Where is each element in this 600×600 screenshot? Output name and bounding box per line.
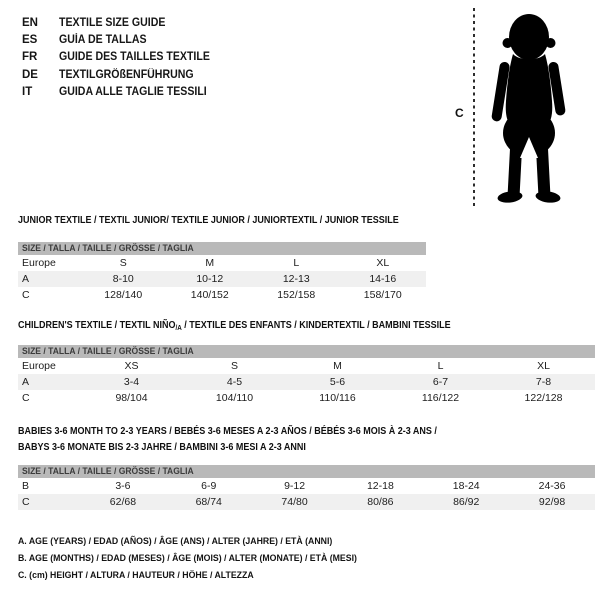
children-size-table <box>18 345 595 406</box>
babies-section-title: BABIES 3-6 MONTH TO 2-3 YEARS / BEBÉS 3-6 MESES A 2-3 AÑOS / BÉBÉS 3-6 MOIS À 2-3 ANS / BABYS 3-6 MONATE BIS 2-3 JAHRE / BAMBINI 3-6 MESI A 2-3 ANNI <box>18 426 437 453</box>
size-cell: 92/98 <box>538 496 566 508</box>
size-cell: 74/80 <box>281 496 308 508</box>
size-header-label: SIZE / TALLA / TAILLE / GRÖSSE / TAGLIA <box>22 466 194 477</box>
row-label: C <box>22 496 30 508</box>
size-cell: 152/158 <box>277 289 316 301</box>
size-cell: 128/140 <box>104 289 143 301</box>
size-header-bar <box>18 242 426 255</box>
table-row-height <box>18 390 595 406</box>
size-cell: 110/116 <box>319 392 356 404</box>
nino-a-subscript: /A <box>175 325 182 332</box>
row-label: C <box>22 289 30 301</box>
size-cell: 122/128 <box>524 392 563 404</box>
language-code: FR <box>22 51 38 64</box>
language-title: GUÍA DE TALLAS <box>59 33 147 46</box>
size-cell: M <box>333 360 342 372</box>
babies-size-table <box>18 465 595 510</box>
size-cell: 24-36 <box>538 480 566 492</box>
size-cell: XL <box>376 257 390 269</box>
height-dashed-line <box>473 8 475 206</box>
size-cell: 158/170 <box>363 289 402 301</box>
size-cell: M <box>205 257 215 269</box>
language-row-de <box>22 66 223 83</box>
table-row-age <box>18 374 595 390</box>
size-cell: 80/86 <box>367 496 394 508</box>
language-row-en <box>22 14 223 31</box>
table-row-age-months <box>18 478 595 494</box>
size-cell: 5-6 <box>329 376 346 388</box>
size-header-label: SIZE / TALLA / TAILLE / GRÖSSE / TAGLIA <box>22 243 194 254</box>
size-cell: 9-12 <box>284 480 306 492</box>
size-cell: 86/92 <box>453 496 480 508</box>
size-cell: S <box>119 257 127 269</box>
size-cell: XL <box>537 360 550 372</box>
size-cell: 68/74 <box>195 496 222 508</box>
junior-section-title: JUNIOR TEXTILE / TEXTIL JUNIOR/ TEXTILE JUNIOR / JUNIORTEXTIL / JUNIOR TESSILE <box>18 215 399 226</box>
table-row-height <box>18 494 595 510</box>
footnote-height-cm: C. (cm) HEIGHT / ALTURA / HAUTEUR / HÖHE / ALTEZZA <box>18 570 254 581</box>
row-label: A <box>22 273 30 285</box>
table-row-height <box>18 287 426 303</box>
size-cell: 3-4 <box>123 376 140 388</box>
row-label: Europe <box>22 360 56 372</box>
language-title: TEXTILE SIZE GUIDE <box>59 16 166 29</box>
language-title: TEXTILGRÖßENFÜHRUNG <box>59 68 194 81</box>
size-cell: 98/104 <box>115 392 148 404</box>
language-title: GUIDE DES TAILLES TEXTILE <box>59 51 210 64</box>
language-code: EN <box>22 16 38 29</box>
size-cell: XS <box>124 360 139 372</box>
row-label: A <box>22 376 30 388</box>
size-cell: 10-12 <box>196 273 224 285</box>
language-code: DE <box>22 68 38 81</box>
footnote-age-months: B. AGE (MONTHS) / EDAD (MESES) / ÂGE (MOIS) / ALTER (MONATE) / ETÀ (MESI) <box>18 553 357 564</box>
language-code: ES <box>22 33 38 46</box>
table-row-age <box>18 271 426 287</box>
size-header-bar <box>18 465 595 478</box>
row-label: C <box>22 392 30 404</box>
baby-silhouette <box>479 5 579 207</box>
size-cell: 18-24 <box>452 480 480 492</box>
language-title: GUIDA ALLE TAGLIE TESSILI <box>59 85 207 98</box>
children-section-title: CHILDREN'S TEXTILE / TEXTIL $NIÑO_{/A}$ / TEXTILE DES ENFANTS / KINDERTEXTIL / BAMBINI TESSILE <box>18 320 451 332</box>
size-cell: 6-9 <box>201 480 217 492</box>
size-cell: S <box>230 360 238 372</box>
table-row-europe <box>18 358 595 374</box>
size-cell: 116/122 <box>421 392 460 404</box>
size-cell: 12-13 <box>282 273 310 285</box>
size-cell: 104/110 <box>215 392 254 404</box>
language-title-block <box>22 14 223 100</box>
size-cell: 4-5 <box>226 376 243 388</box>
size-header-bar <box>18 345 595 358</box>
row-label: Europe <box>22 257 56 269</box>
size-cell: L <box>293 257 300 269</box>
size-cell: 62/68 <box>109 496 137 508</box>
size-header-label: SIZE / TALLA / TAILLE / GRÖSSE / TAGLIA <box>22 346 194 357</box>
size-cell: 3-6 <box>115 480 131 492</box>
language-row-es <box>22 31 223 48</box>
language-row-it <box>22 83 223 100</box>
size-cell: 6-7 <box>432 376 449 388</box>
table-row-europe <box>18 255 426 271</box>
size-cell: 7-8 <box>535 376 552 388</box>
size-cell: 14-16 <box>369 273 397 285</box>
junior-size-table <box>18 242 426 303</box>
size-cell: L <box>437 360 444 372</box>
language-row-fr <box>22 49 223 66</box>
row-label: B <box>22 480 30 492</box>
footnote-age-years: A. AGE (YEARS) / EDAD (AÑOS) / ÂGE (ANS) / ALTER (JAHRE) / ETÀ (ANNI) <box>18 536 333 547</box>
height-measure-label: C <box>455 106 464 120</box>
size-cell: 140/152 <box>190 289 229 301</box>
size-cell: 8-10 <box>112 273 134 285</box>
size-cell: 12-18 <box>366 480 394 492</box>
language-code: IT <box>22 85 33 98</box>
